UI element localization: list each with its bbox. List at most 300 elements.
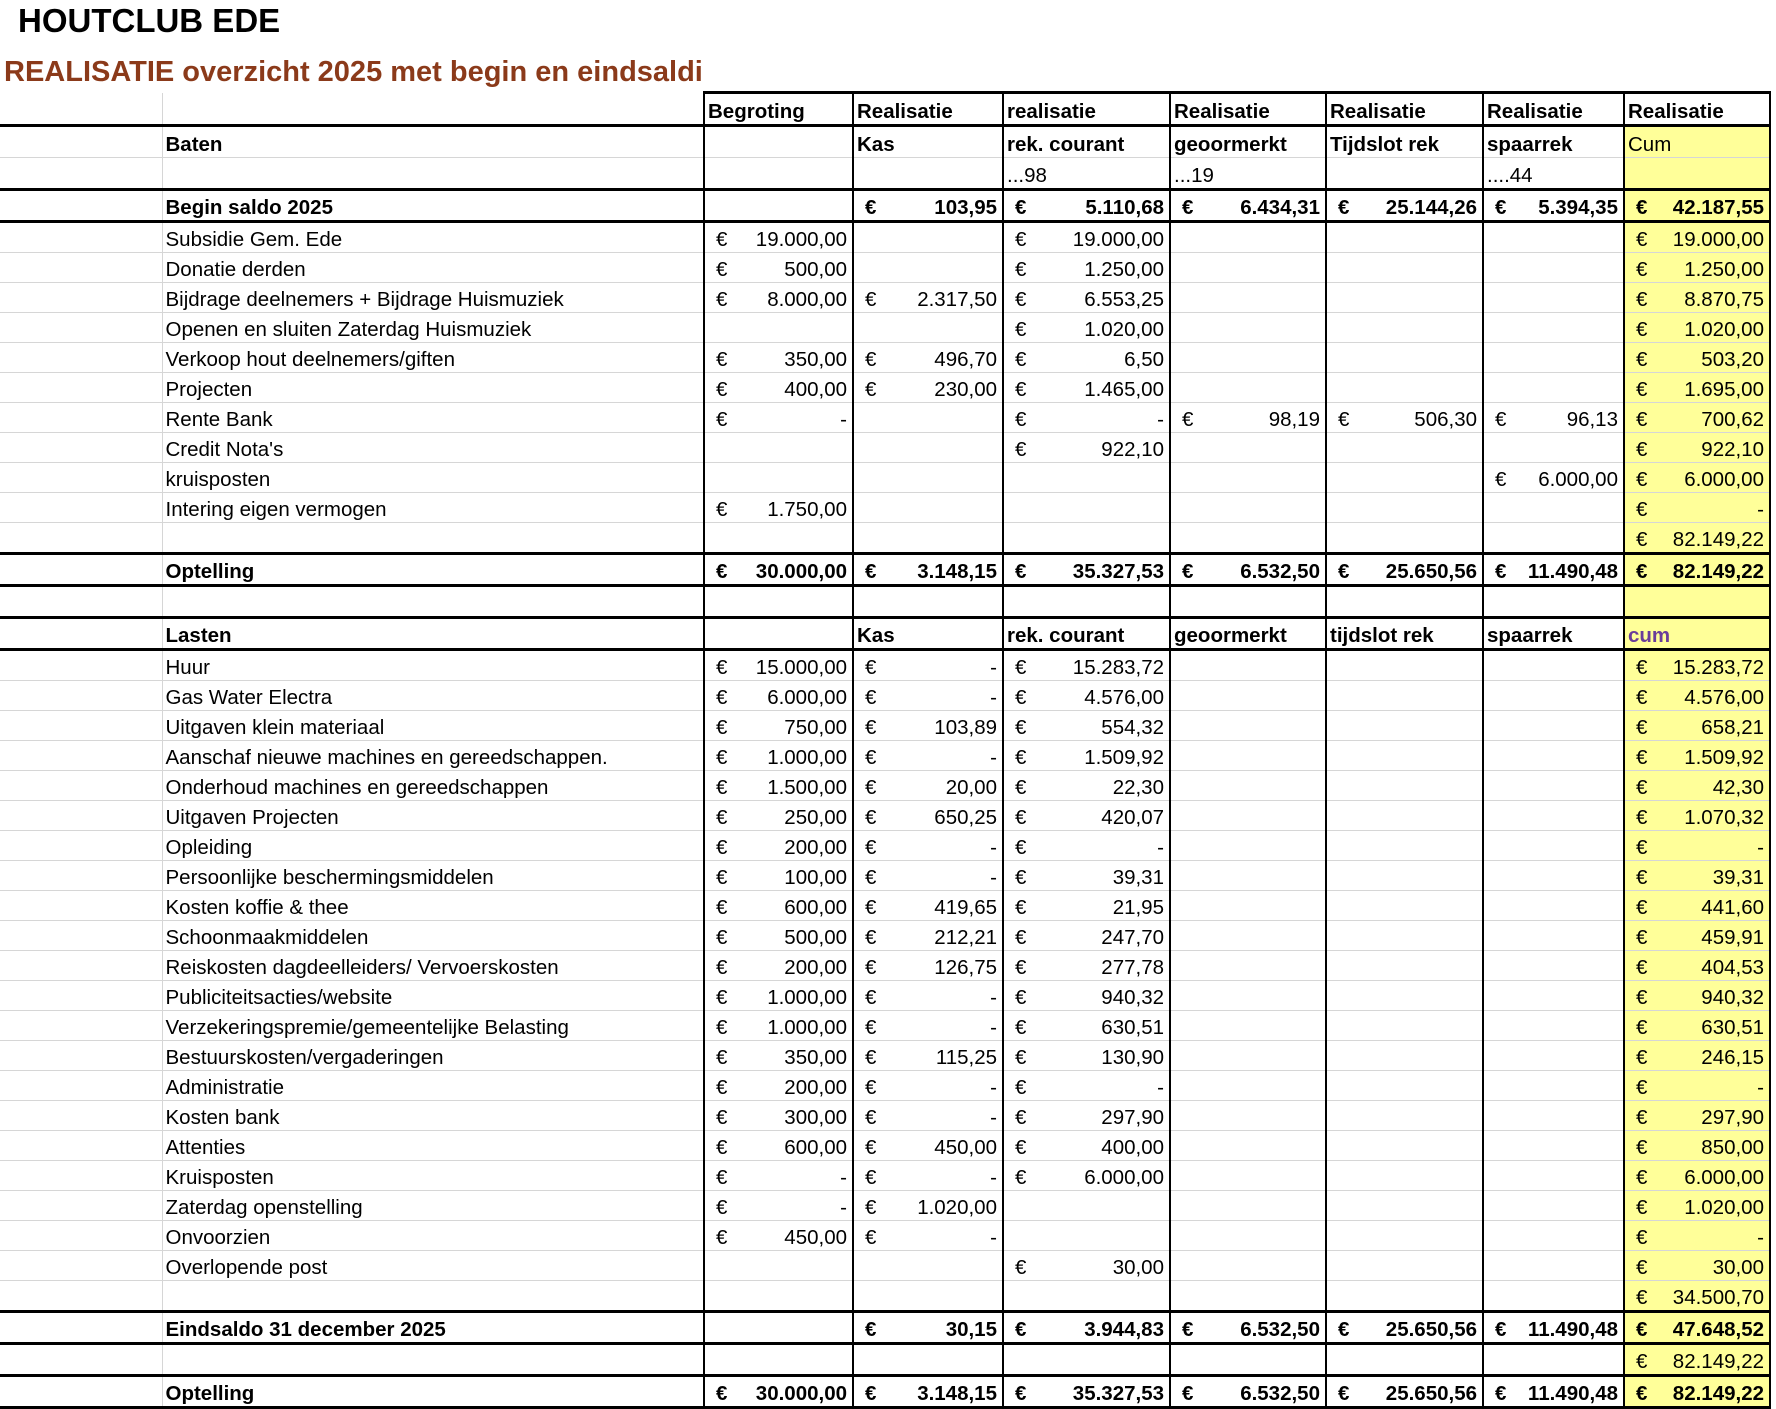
amount-cell[interactable]: [853, 681, 1003, 711]
amount-cell[interactable]: [1624, 681, 1770, 711]
header-row-3-cell[interactable]: [1624, 158, 1770, 190]
amount-cell[interactable]: [704, 433, 853, 463]
amount-cell[interactable]: [1483, 921, 1624, 951]
row-gutter-cell[interactable]: [0, 618, 162, 650]
amount-cell[interactable]: [1170, 190, 1326, 222]
row-label-cell[interactable]: [162, 1376, 704, 1408]
header-row-1-cell[interactable]: [1003, 93, 1170, 126]
amount-cell[interactable]: [1326, 463, 1483, 493]
amount-cell[interactable]: [1326, 190, 1483, 222]
amount-cell[interactable]: [1624, 253, 1770, 283]
row-gutter-cell[interactable]: [0, 1161, 162, 1191]
amount-cell[interactable]: [1003, 222, 1170, 253]
header-row-2-cell[interactable]: [1003, 126, 1170, 158]
amount-cell[interactable]: [1003, 343, 1170, 373]
row-label-cell[interactable]: [162, 554, 704, 586]
amount-cell[interactable]: [1326, 253, 1483, 283]
amount-cell[interactable]: [853, 554, 1003, 586]
header-row-1-cell[interactable]: [1483, 93, 1624, 126]
amount-cell[interactable]: [704, 861, 853, 891]
header-row-2-cell[interactable]: [853, 126, 1003, 158]
amount-cell[interactable]: [1326, 1131, 1483, 1161]
amount-cell[interactable]: [1003, 373, 1170, 403]
amount-cell[interactable]: [1483, 1312, 1624, 1344]
amount-cell[interactable]: [1624, 1281, 1770, 1312]
row-gutter-cell[interactable]: [0, 1221, 162, 1251]
amount-cell[interactable]: [704, 1161, 853, 1191]
amount-cell[interactable]: [1483, 831, 1624, 861]
row-gutter-cell[interactable]: [0, 373, 162, 403]
row-gutter-cell[interactable]: [0, 831, 162, 861]
amount-cell[interactable]: [853, 1221, 1003, 1251]
amount-cell[interactable]: [1483, 1101, 1624, 1131]
amount-cell[interactable]: [853, 1161, 1003, 1191]
row-gutter-cell[interactable]: [0, 1071, 162, 1101]
amount-cell[interactable]: [1624, 861, 1770, 891]
amount-cell[interactable]: [1624, 1071, 1770, 1101]
row-gutter-cell[interactable]: [0, 951, 162, 981]
row-gutter-cell[interactable]: [0, 681, 162, 711]
header-row-3-cell[interactable]: [1483, 158, 1624, 190]
row-label-cell[interactable]: [162, 222, 704, 253]
amount-cell[interactable]: [853, 711, 1003, 741]
row-gutter-cell[interactable]: [0, 283, 162, 313]
row-label-cell[interactable]: [162, 523, 704, 554]
amount-cell[interactable]: [704, 313, 853, 343]
row-label-cell[interactable]: [162, 1101, 704, 1131]
amount-cell[interactable]: [853, 1041, 1003, 1071]
amount-cell[interactable]: [1003, 921, 1170, 951]
amount-cell[interactable]: [1624, 554, 1770, 586]
row-gutter-cell[interactable]: [0, 921, 162, 951]
row-label-cell[interactable]: [162, 711, 704, 741]
row-gutter-cell[interactable]: [0, 981, 162, 1011]
amount-cell[interactable]: [1624, 831, 1770, 861]
row-label-cell[interactable]: [162, 1041, 704, 1071]
amount-cell[interactable]: [1624, 283, 1770, 313]
amount-cell[interactable]: [1483, 741, 1624, 771]
amount-cell[interactable]: [1624, 313, 1770, 343]
amount-cell[interactable]: [1170, 1221, 1326, 1251]
amount-cell[interactable]: [704, 1251, 853, 1281]
amount-cell[interactable]: [1483, 951, 1624, 981]
row-gutter-cell[interactable]: [0, 523, 162, 554]
header-row-1-cell[interactable]: [0, 93, 162, 126]
row-gutter-cell[interactable]: [0, 1312, 162, 1344]
header-row-2-cell[interactable]: [1624, 126, 1770, 158]
amount-cell[interactable]: [1624, 650, 1770, 681]
amount-cell[interactable]: [1170, 1376, 1326, 1408]
row-label-cell[interactable]: [162, 1281, 704, 1312]
amount-cell[interactable]: [1170, 951, 1326, 981]
amount-cell[interactable]: [1003, 1041, 1170, 1071]
amount-cell[interactable]: [1326, 951, 1483, 981]
amount-cell[interactable]: [1483, 1161, 1624, 1191]
amount-cell[interactable]: [1483, 253, 1624, 283]
row-gutter-cell[interactable]: [0, 1251, 162, 1281]
header-row-2-cell[interactable]: [1326, 126, 1483, 158]
amount-cell[interactable]: [1483, 463, 1624, 493]
amount-cell[interactable]: [1170, 1071, 1326, 1101]
amount-cell[interactable]: [853, 771, 1003, 801]
amount-cell[interactable]: [1326, 650, 1483, 681]
amount-cell[interactable]: [1003, 711, 1170, 741]
amount-cell[interactable]: [853, 1101, 1003, 1131]
row-gutter-cell[interactable]: [0, 891, 162, 921]
amount-cell[interactable]: [1326, 283, 1483, 313]
amount-cell[interactable]: [1170, 493, 1326, 523]
amount-cell[interactable]: [704, 373, 853, 403]
amount-cell[interactable]: [853, 921, 1003, 951]
amount-cell[interactable]: [1326, 554, 1483, 586]
amount-cell[interactable]: [1483, 650, 1624, 681]
amount-cell[interactable]: [1326, 711, 1483, 741]
spacer-cell[interactable]: [162, 586, 704, 618]
amount-cell[interactable]: [1170, 1041, 1326, 1071]
amount-cell[interactable]: [1170, 1011, 1326, 1041]
amount-cell[interactable]: [1170, 1131, 1326, 1161]
amount-cell[interactable]: [1326, 1312, 1483, 1344]
spacer-cell[interactable]: [1170, 586, 1326, 618]
row-label-cell[interactable]: [162, 801, 704, 831]
amount-cell[interactable]: [1326, 801, 1483, 831]
amount-cell[interactable]: [1170, 861, 1326, 891]
amount-cell[interactable]: [1170, 891, 1326, 921]
amount-cell[interactable]: [853, 951, 1003, 981]
amount-cell[interactable]: [1003, 1011, 1170, 1041]
amount-cell[interactable]: [1170, 981, 1326, 1011]
header-row-3-cell[interactable]: [162, 158, 704, 190]
amount-cell[interactable]: [1483, 283, 1624, 313]
amount-cell[interactable]: [1483, 1221, 1624, 1251]
amount-cell[interactable]: [1003, 253, 1170, 283]
amount-cell[interactable]: [1170, 222, 1326, 253]
amount-cell[interactable]: [1483, 1011, 1624, 1041]
amount-cell[interactable]: [1170, 343, 1326, 373]
spacer-cell[interactable]: [1483, 586, 1624, 618]
amount-cell[interactable]: [1170, 1251, 1326, 1281]
amount-cell[interactable]: [853, 741, 1003, 771]
amount-cell[interactable]: [1483, 554, 1624, 586]
amount-cell[interactable]: [1003, 433, 1170, 463]
amount-cell[interactable]: [1170, 1191, 1326, 1221]
row-gutter-cell[interactable]: [0, 1344, 162, 1376]
amount-cell[interactable]: [704, 554, 853, 586]
row-gutter-cell[interactable]: [0, 343, 162, 373]
amount-cell[interactable]: [1003, 650, 1170, 681]
row-gutter-cell[interactable]: [0, 1191, 162, 1221]
row-label-cell[interactable]: [162, 493, 704, 523]
amount-cell[interactable]: [704, 921, 853, 951]
spacer-cell[interactable]: [1003, 586, 1170, 618]
header-row-3-cell[interactable]: [0, 158, 162, 190]
amount-cell[interactable]: [853, 801, 1003, 831]
row-label-cell[interactable]: [162, 1251, 704, 1281]
amount-cell[interactable]: [1003, 523, 1170, 554]
header-row-1-cell[interactable]: [1170, 93, 1326, 126]
amount-cell[interactable]: [1483, 493, 1624, 523]
amount-cell[interactable]: [1483, 1041, 1624, 1071]
row-label-cell[interactable]: [162, 1344, 704, 1376]
amount-cell[interactable]: [1624, 493, 1770, 523]
amount-cell[interactable]: [1483, 222, 1624, 253]
amount-cell[interactable]: [853, 831, 1003, 861]
amount-cell[interactable]: [1003, 681, 1170, 711]
amount-cell[interactable]: [1326, 1344, 1483, 1376]
amount-cell[interactable]: [1624, 403, 1770, 433]
header-row-3-cell[interactable]: [1326, 158, 1483, 190]
amount-cell[interactable]: [1170, 523, 1326, 554]
amount-cell[interactable]: [853, 861, 1003, 891]
row-label-cell[interactable]: [162, 981, 704, 1011]
lasten-header-cell[interactable]: [1326, 618, 1483, 650]
amount-cell[interactable]: [1326, 343, 1483, 373]
amount-cell[interactable]: [1624, 981, 1770, 1011]
amount-cell[interactable]: [1483, 343, 1624, 373]
lasten-header-cell[interactable]: [1170, 618, 1326, 650]
row-label-cell[interactable]: [162, 681, 704, 711]
amount-cell[interactable]: [1170, 1281, 1326, 1312]
amount-cell[interactable]: [704, 1041, 853, 1071]
row-label-cell[interactable]: [162, 831, 704, 861]
lasten-header-cell[interactable]: [1003, 618, 1170, 650]
amount-cell[interactable]: [704, 1131, 853, 1161]
amount-cell[interactable]: [853, 190, 1003, 222]
amount-cell[interactable]: [1326, 493, 1483, 523]
amount-cell[interactable]: [1624, 771, 1770, 801]
amount-cell[interactable]: [1483, 433, 1624, 463]
lasten-header-cell[interactable]: [162, 618, 704, 650]
amount-cell[interactable]: [1483, 1281, 1624, 1312]
row-label-cell[interactable]: [162, 921, 704, 951]
amount-cell[interactable]: [853, 403, 1003, 433]
amount-cell[interactable]: [1624, 463, 1770, 493]
amount-cell[interactable]: [1326, 681, 1483, 711]
amount-cell[interactable]: [1326, 891, 1483, 921]
row-label-cell[interactable]: [162, 1011, 704, 1041]
amount-cell[interactable]: [1003, 283, 1170, 313]
row-label-cell[interactable]: [162, 650, 704, 681]
header-row-2-cell[interactable]: [1170, 126, 1326, 158]
amount-cell[interactable]: [1326, 1161, 1483, 1191]
row-label-cell[interactable]: [162, 1191, 704, 1221]
amount-cell[interactable]: [1003, 741, 1170, 771]
header-row-1-cell[interactable]: [162, 93, 704, 126]
amount-cell[interactable]: [1624, 433, 1770, 463]
amount-cell[interactable]: [1003, 1251, 1170, 1281]
row-label-cell[interactable]: [162, 190, 704, 222]
amount-cell[interactable]: [1483, 523, 1624, 554]
amount-cell[interactable]: [1170, 403, 1326, 433]
amount-cell[interactable]: [1326, 1071, 1483, 1101]
amount-cell[interactable]: [1170, 921, 1326, 951]
amount-cell[interactable]: [1624, 1011, 1770, 1041]
amount-cell[interactable]: [1003, 801, 1170, 831]
row-gutter-cell[interactable]: [0, 554, 162, 586]
amount-cell[interactable]: [1170, 554, 1326, 586]
amount-cell[interactable]: [1483, 1251, 1624, 1281]
amount-cell[interactable]: [1483, 1191, 1624, 1221]
row-gutter-cell[interactable]: [0, 1101, 162, 1131]
row-gutter-cell[interactable]: [0, 1131, 162, 1161]
amount-cell[interactable]: [1326, 1376, 1483, 1408]
amount-cell[interactable]: [1624, 1041, 1770, 1071]
header-row-2-cell[interactable]: [162, 126, 704, 158]
amount-cell[interactable]: [1483, 891, 1624, 921]
amount-cell[interactable]: [1003, 861, 1170, 891]
amount-cell[interactable]: [1003, 1191, 1170, 1221]
amount-cell[interactable]: [1624, 1191, 1770, 1221]
row-gutter-cell[interactable]: [0, 771, 162, 801]
amount-cell[interactable]: [704, 951, 853, 981]
amount-cell[interactable]: [1326, 523, 1483, 554]
spacer-cell[interactable]: [0, 586, 162, 618]
amount-cell[interactable]: [853, 1071, 1003, 1101]
amount-cell[interactable]: [1003, 1131, 1170, 1161]
amount-cell[interactable]: [1003, 1376, 1170, 1408]
row-gutter-cell[interactable]: [0, 741, 162, 771]
amount-cell[interactable]: [1326, 313, 1483, 343]
amount-cell[interactable]: [1326, 741, 1483, 771]
amount-cell[interactable]: [1170, 373, 1326, 403]
spacer-cell[interactable]: [853, 586, 1003, 618]
amount-cell[interactable]: [1003, 313, 1170, 343]
amount-cell[interactable]: [1326, 403, 1483, 433]
amount-cell[interactable]: [1624, 1312, 1770, 1344]
amount-cell[interactable]: [853, 650, 1003, 681]
amount-cell[interactable]: [704, 1101, 853, 1131]
amount-cell[interactable]: [1624, 1161, 1770, 1191]
amount-cell[interactable]: [853, 1191, 1003, 1221]
amount-cell[interactable]: [1483, 861, 1624, 891]
amount-cell[interactable]: [1624, 741, 1770, 771]
amount-cell[interactable]: [1003, 771, 1170, 801]
amount-cell[interactable]: [853, 313, 1003, 343]
header-row-1-cell[interactable]: [1624, 93, 1770, 126]
row-label-cell[interactable]: [162, 433, 704, 463]
row-gutter-cell[interactable]: [0, 222, 162, 253]
amount-cell[interactable]: [853, 891, 1003, 921]
amount-cell[interactable]: [1326, 222, 1483, 253]
amount-cell[interactable]: [1170, 650, 1326, 681]
row-label-cell[interactable]: [162, 1071, 704, 1101]
amount-cell[interactable]: [853, 1312, 1003, 1344]
row-gutter-cell[interactable]: [0, 1376, 162, 1408]
row-label-cell[interactable]: [162, 1312, 704, 1344]
amount-cell[interactable]: [1003, 831, 1170, 861]
amount-cell[interactable]: [1170, 253, 1326, 283]
amount-cell[interactable]: [1003, 1312, 1170, 1344]
amount-cell[interactable]: [1170, 1344, 1326, 1376]
row-label-cell[interactable]: [162, 463, 704, 493]
header-row-2-cell[interactable]: [704, 126, 853, 158]
amount-cell[interactable]: [1624, 523, 1770, 554]
amount-cell[interactable]: [1326, 1281, 1483, 1312]
amount-cell[interactable]: [853, 1131, 1003, 1161]
amount-cell[interactable]: [704, 801, 853, 831]
row-label-cell[interactable]: [162, 373, 704, 403]
amount-cell[interactable]: [853, 1281, 1003, 1312]
amount-cell[interactable]: [1326, 1101, 1483, 1131]
amount-cell[interactable]: [704, 1344, 853, 1376]
amount-cell[interactable]: [704, 711, 853, 741]
amount-cell[interactable]: [704, 253, 853, 283]
amount-cell[interactable]: [1003, 981, 1170, 1011]
amount-cell[interactable]: [704, 771, 853, 801]
amount-cell[interactable]: [1483, 1131, 1624, 1161]
amount-cell[interactable]: [704, 1312, 853, 1344]
amount-cell[interactable]: [704, 343, 853, 373]
amount-cell[interactable]: [1170, 1161, 1326, 1191]
amount-cell[interactable]: [853, 1011, 1003, 1041]
amount-cell[interactable]: [1624, 343, 1770, 373]
lasten-header-cell[interactable]: [704, 618, 853, 650]
amount-cell[interactable]: [853, 283, 1003, 313]
amount-cell[interactable]: [1170, 283, 1326, 313]
row-gutter-cell[interactable]: [0, 253, 162, 283]
amount-cell[interactable]: [853, 253, 1003, 283]
row-gutter-cell[interactable]: [0, 1281, 162, 1312]
amount-cell[interactable]: [1326, 1011, 1483, 1041]
amount-cell[interactable]: [1483, 403, 1624, 433]
header-row-2-cell[interactable]: [0, 126, 162, 158]
amount-cell[interactable]: [1170, 681, 1326, 711]
amount-cell[interactable]: [704, 1071, 853, 1101]
row-gutter-cell[interactable]: [0, 711, 162, 741]
row-label-cell[interactable]: [162, 1221, 704, 1251]
amount-cell[interactable]: [1624, 1101, 1770, 1131]
amount-cell[interactable]: [1326, 433, 1483, 463]
amount-cell[interactable]: [1624, 1221, 1770, 1251]
row-gutter-cell[interactable]: [0, 403, 162, 433]
amount-cell[interactable]: [1483, 801, 1624, 831]
amount-cell[interactable]: [1003, 1161, 1170, 1191]
header-row-1-cell[interactable]: [853, 93, 1003, 126]
row-label-cell[interactable]: [162, 771, 704, 801]
row-label-cell[interactable]: [162, 1161, 704, 1191]
amount-cell[interactable]: [704, 741, 853, 771]
spacer-cell[interactable]: [704, 586, 853, 618]
amount-cell[interactable]: [1624, 373, 1770, 403]
spacer-cell[interactable]: [1624, 586, 1770, 618]
amount-cell[interactable]: [1624, 1131, 1770, 1161]
amount-cell[interactable]: [853, 433, 1003, 463]
amount-cell[interactable]: [1326, 373, 1483, 403]
lasten-header-cell[interactable]: [1624, 618, 1770, 650]
amount-cell[interactable]: [1326, 921, 1483, 951]
row-gutter-cell[interactable]: [0, 801, 162, 831]
amount-cell[interactable]: [1003, 1221, 1170, 1251]
row-gutter-cell[interactable]: [0, 1011, 162, 1041]
lasten-header-cell[interactable]: [1483, 618, 1624, 650]
amount-cell[interactable]: [1170, 313, 1326, 343]
row-gutter-cell[interactable]: [0, 313, 162, 343]
amount-cell[interactable]: [1326, 1191, 1483, 1221]
amount-cell[interactable]: [1003, 554, 1170, 586]
amount-cell[interactable]: [1170, 463, 1326, 493]
row-label-cell[interactable]: [162, 1131, 704, 1161]
amount-cell[interactable]: [1624, 801, 1770, 831]
row-label-cell[interactable]: [162, 283, 704, 313]
row-label-cell[interactable]: [162, 861, 704, 891]
amount-cell[interactable]: [704, 523, 853, 554]
amount-cell[interactable]: [1483, 681, 1624, 711]
amount-cell[interactable]: [704, 1221, 853, 1251]
spacer-cell[interactable]: [1326, 586, 1483, 618]
amount-cell[interactable]: [1003, 190, 1170, 222]
row-gutter-cell[interactable]: [0, 433, 162, 463]
amount-cell[interactable]: [1483, 1071, 1624, 1101]
